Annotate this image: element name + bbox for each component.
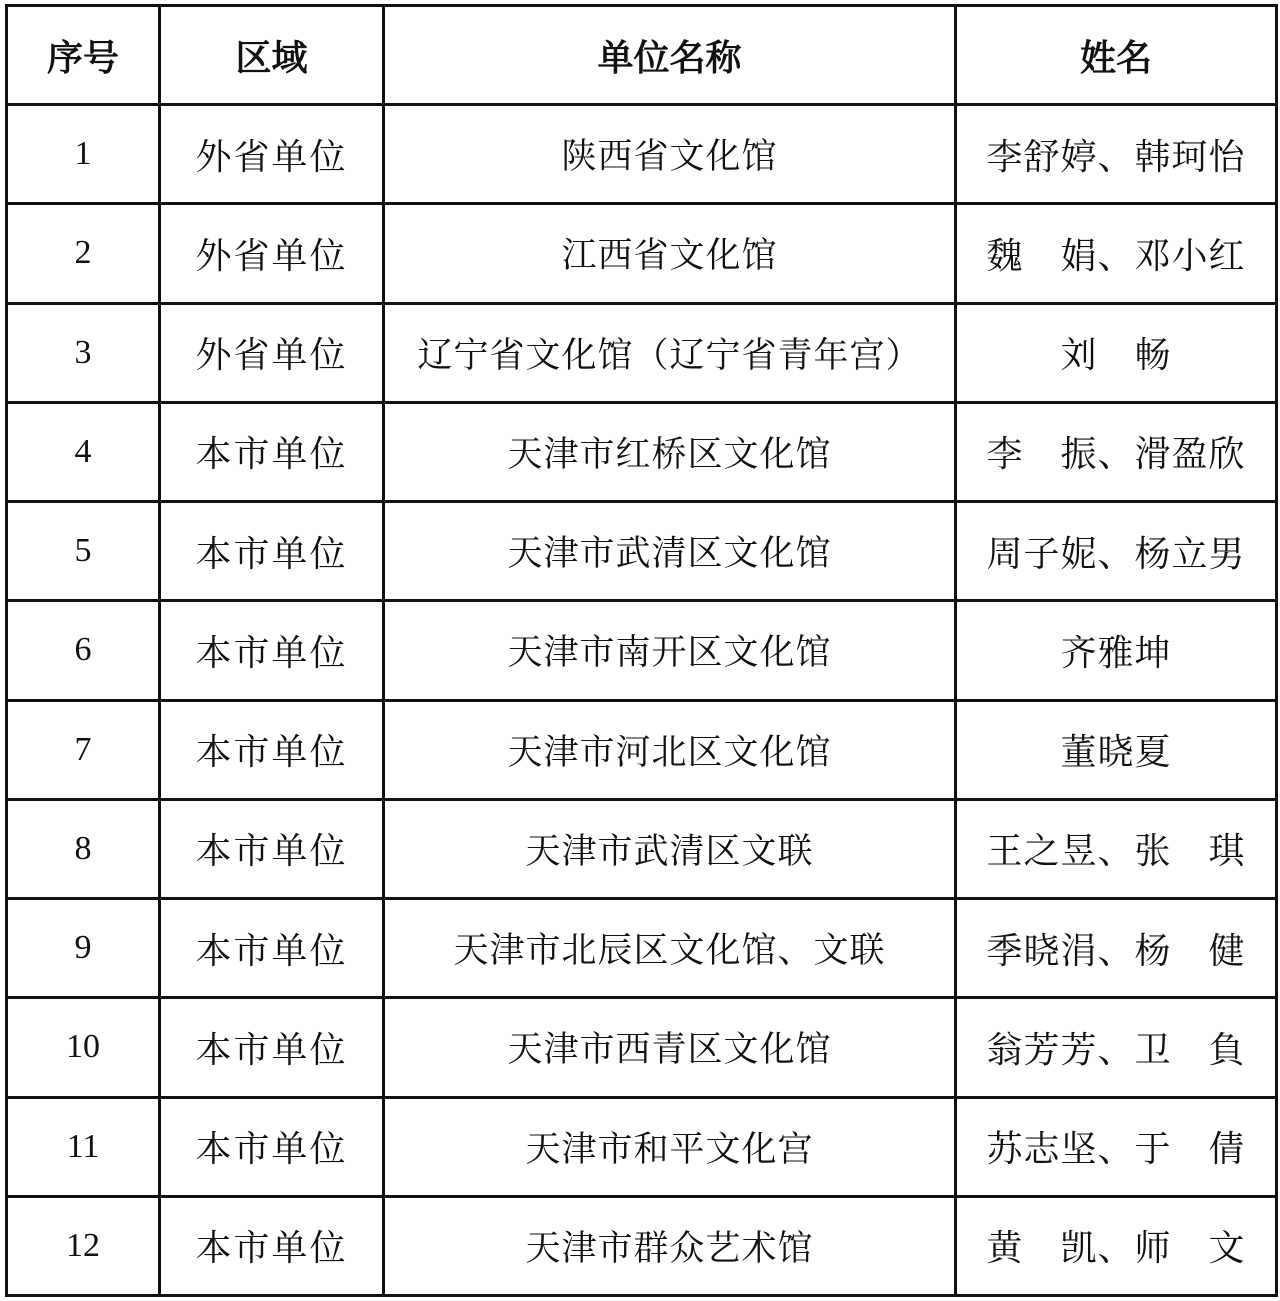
cell-region: 本市单位 (160, 502, 384, 601)
cell-region: 本市单位 (160, 1097, 384, 1196)
cell-name: 苏志坚、于 倩 (956, 1097, 1277, 1196)
table-row (7, 799, 1277, 898)
cell-region: 本市单位 (160, 402, 384, 501)
table-body (7, 105, 1277, 1296)
cell-unit: 辽宁省文化馆（辽宁省青年宫） (384, 303, 956, 402)
header-no: 序号 (7, 6, 160, 105)
cell-unit: 天津市河北区文化馆 (384, 700, 956, 799)
cell-unit: 天津市群众艺术馆 (384, 1196, 956, 1295)
participant-table (5, 4, 1278, 1297)
table-row (7, 1196, 1277, 1295)
cell-region: 本市单位 (160, 799, 384, 898)
cell-name: 刘 畅 (956, 303, 1277, 402)
table-row (7, 502, 1277, 601)
table-row (7, 998, 1277, 1097)
cell-name: 齐雅坤 (956, 601, 1277, 700)
table-row (7, 303, 1277, 402)
header-region: 区域 (160, 6, 384, 105)
cell-no: 3 (7, 303, 160, 402)
cell-region: 外省单位 (160, 303, 384, 402)
cell-no: 10 (7, 998, 160, 1097)
header-row (7, 6, 1277, 105)
cell-no: 2 (7, 204, 160, 303)
cell-region: 本市单位 (160, 700, 384, 799)
cell-no: 1 (7, 105, 160, 204)
cell-no: 11 (7, 1097, 160, 1196)
cell-unit: 天津市西青区文化馆 (384, 998, 956, 1097)
cell-no: 6 (7, 601, 160, 700)
cell-name: 翁芳芳、卫 負 (956, 998, 1277, 1097)
cell-region: 外省单位 (160, 105, 384, 204)
cell-no: 8 (7, 799, 160, 898)
cell-no: 12 (7, 1196, 160, 1295)
cell-unit: 天津市和平文化宫 (384, 1097, 956, 1196)
cell-unit: 天津市北辰区文化馆、文联 (384, 899, 956, 998)
cell-no: 4 (7, 402, 160, 501)
cell-no: 5 (7, 502, 160, 601)
cell-name: 李舒婷、韩珂怡 (956, 105, 1277, 204)
cell-unit: 陕西省文化馆 (384, 105, 956, 204)
cell-unit: 天津市武清区文联 (384, 799, 956, 898)
cell-region: 本市单位 (160, 899, 384, 998)
cell-unit: 天津市红桥区文化馆 (384, 402, 956, 501)
cell-unit: 天津市武清区文化馆 (384, 502, 956, 601)
table-row (7, 204, 1277, 303)
cell-name: 王之昱、张 琪 (956, 799, 1277, 898)
cell-unit: 天津市南开区文化馆 (384, 601, 956, 700)
cell-name: 李 振、滑盈欣 (956, 402, 1277, 501)
cell-region: 本市单位 (160, 998, 384, 1097)
header-name: 姓名 (956, 6, 1277, 105)
cell-region: 本市单位 (160, 1196, 384, 1295)
table-row (7, 402, 1277, 501)
cell-unit: 江西省文化馆 (384, 204, 956, 303)
cell-no: 7 (7, 700, 160, 799)
cell-region: 本市单位 (160, 601, 384, 700)
table-row (7, 601, 1277, 700)
table-row (7, 700, 1277, 799)
table-header (7, 6, 1277, 105)
cell-name: 魏 娟、邓小红 (956, 204, 1277, 303)
cell-region: 外省单位 (160, 204, 384, 303)
cell-name: 黄 凯、师 文 (956, 1196, 1277, 1295)
cell-name: 周子妮、杨立男 (956, 502, 1277, 601)
table-row (7, 1097, 1277, 1196)
header-unit: 单位名称 (384, 6, 956, 105)
cell-no: 9 (7, 899, 160, 998)
table-row (7, 105, 1277, 204)
table-row (7, 899, 1277, 998)
cell-name: 董晓夏 (956, 700, 1277, 799)
cell-name: 季晓涓、杨 健 (956, 899, 1277, 998)
